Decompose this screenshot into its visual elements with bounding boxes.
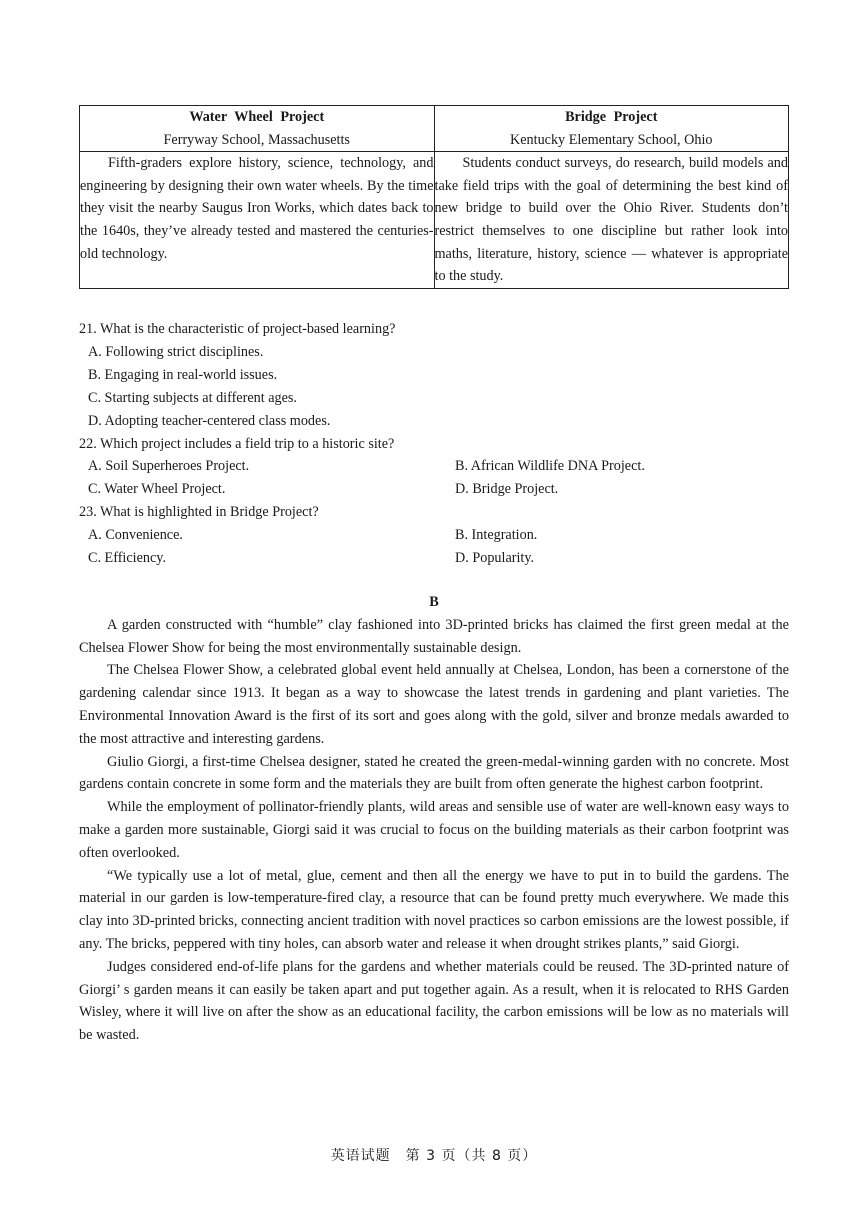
questions-block (79, 318, 789, 570)
bridge-description (434, 152, 789, 289)
projects-table (79, 105, 789, 289)
question-23-option-b: B. Integration. (455, 527, 538, 544)
passage-paragraph: While the employment of pollinator-friendly plants, wild areas and sensible use of water are well-known easy ways to make a garden more sustainable, Giorgi said it was crucial to focus on the building materials as their carbon footprint was often overlooked. (79, 799, 789, 861)
bridge-school: Kentucky Elementary School, Ohio (509, 131, 713, 148)
section-b-title: B (429, 594, 439, 610)
question-23-option-c: C. Efficiency. (88, 550, 167, 567)
question-23-stem: 23. What is highlighted in Bridge Project? (79, 504, 319, 521)
passage-paragraph: A garden constructed with “humble” clay fashioned into 3D-printed bricks has claimed the first green medal at the Chelsea Flower Show for being the most environmentally sustainable design. (79, 616, 789, 656)
passage-paragraph: Judges considered end-of-life plans for the gardens and whether materials could be reused. The 3D-printed nature of Giorgi’ s garden means it can easily be taken apart and put together again. As a result, when it is relocated to RHS Garden Wisley, where it will live on after the show as an educational facility, the carbon emissions will be low as no materials will be wasted. (79, 958, 789, 1044)
question-22-option-d: D. Bridge Project. (455, 481, 559, 498)
question-23-row-2 (79, 547, 789, 570)
question-22-stem: 22. Which project includes a field trip to a historic site? (79, 435, 395, 452)
question-22-option-c: C. Water Wheel Project. (88, 481, 226, 498)
page-footer: 英语试题 第 3 页（共 8 页） (330, 1148, 538, 1164)
question-22-option-a: A. Soil Superheroes Project. (88, 458, 250, 475)
question-21-stem: 21. What is the characteristic of project-based learning? (79, 321, 396, 337)
bridge-header (434, 106, 789, 152)
water-wheel-header (80, 106, 435, 152)
passage-paragraph: The Chelsea Flower Show, a celebrated global event held annually at Chelsea, London, has been a cornerstone of the gardening calendar since 1913. It began as a way to showcase the latest trends in gardening and plant varieties. The Environmental Innovation Award is the first of its sort and goes along with the gold, silver and bronze medals awarded to the most attractive and interesting gardens. (79, 662, 789, 747)
table-body-row (80, 152, 789, 289)
question-23-row-1 (79, 524, 789, 547)
water-wheel-title: Water Wheel Project (189, 109, 325, 125)
water-wheel-school: Ferryway School, Massachusetts (163, 131, 350, 148)
question-21-option-b: B. Engaging in real-world issues. (88, 366, 278, 383)
section-b-passage (79, 591, 789, 1047)
table-header-row (80, 106, 789, 152)
question-21-option-c: C. Starting subjects at different ages. (88, 389, 297, 406)
question-21-option-a: A. Following strict disciplines. (88, 343, 264, 360)
question-23-option-d: D. Popularity. (455, 550, 535, 567)
bridge-text: Students conduct surveys, do research, build models and take field trips with the goal of determining the best kind of new bridge to build over the Ohio River. Students don’t restrict themselves to one discipline but rather look into maths, literature, history, science — whatever is appropriate to the study. (434, 155, 788, 285)
passage-paragraph: Giulio Giorgi, a first-time Chelsea designer, stated he created the green-medal-winning garden with no concrete. Most gardens contain concrete in some form and the materials they are built from often generate the highest carbon footprint. (79, 753, 789, 793)
question-21-option-d: D. Adopting teacher-centered class modes. (88, 412, 331, 429)
water-wheel-description (80, 152, 435, 289)
bridge-title: Bridge Project (565, 109, 658, 125)
question-23-option-a: A. Convenience. (88, 527, 183, 544)
question-22-row-1 (79, 455, 789, 478)
passage-paragraph: “We typically use a lot of metal, glue, cement and then all the energy we have to put in to build the gardens. The material in our garden is low-temperature-fired clay, a resource that can be found pretty much everywhere. We made this clay into 3D-printed bricks, connecting ancient tradition with novel practices so carbon emissions are the lowest possible, if any. The bricks, peppered with tiny holes, can absorb water and release it when drought strikes plants,” said Giorgi. (79, 867, 789, 952)
water-wheel-text: Fifth-graders explore history, science, technology, and engineering by designing their own water wheels. By the time they visit the nearby Saugus Iron Works, which dates back to the 1640s, they’ve already tested and mastered the centuries-old technology. (80, 155, 434, 262)
question-22-option-b: B. African Wildlife DNA Project. (455, 458, 645, 475)
question-22-row-2 (79, 478, 789, 501)
